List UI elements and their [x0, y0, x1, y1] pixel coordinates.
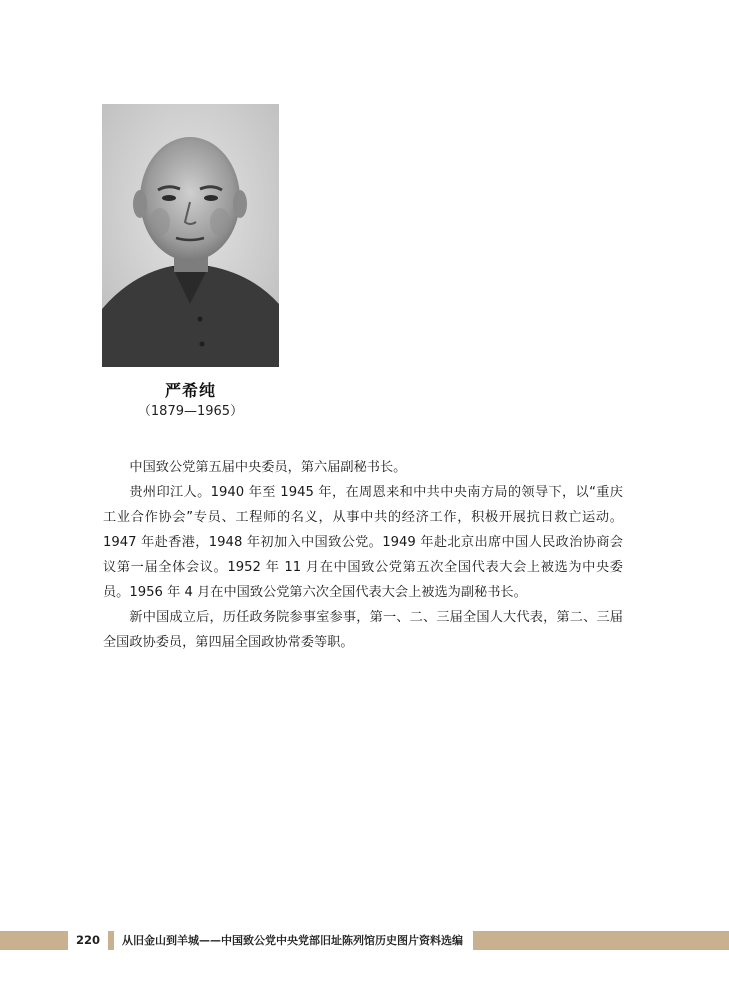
portrait-photo [102, 104, 279, 367]
portrait-image [102, 104, 279, 367]
book-title: 从旧金山到羊城——中国致公党中央党部旧址陈列馆历史图片资料选编 [114, 931, 473, 950]
paragraph: 贵州印江人。1940 年至 1945 年，在周恩来和中共中央南方局的领导下，以“重庆工业合作协会”专员、工程师的名义，从事中共的经济工作，积极开展抗日救亡运动。1947 年赴香港，1948 年初加入中国致公党。1949 年赴北京出席中国人民政治协商会议第一届全体会议。1952 年 11 月在中国致公党第五次全国代表大会上被选为中央委员。1956 年 4 月在中国致公党第六次全国代表大会上被选为副秘书长。 [103, 485, 623, 600]
footer-decor-strip-right [473, 931, 729, 950]
page-number: 220 [68, 931, 108, 950]
paragraph: 新中国成立后，历任政务院参事室参事，第一、二、三届全国人大代表，第二、三届全国政协委员，第四届全国政协常委等职。 [103, 610, 623, 650]
biography-text [103, 455, 623, 655]
footer-decor-strip [0, 931, 68, 950]
paragraph: 中国致公党第五届中央委员，第六届副秘书长。 [129, 460, 407, 475]
person-years: （1879—1965） [137, 404, 244, 419]
page-footer [0, 931, 729, 950]
person-name: 严希纯 [164, 381, 216, 400]
